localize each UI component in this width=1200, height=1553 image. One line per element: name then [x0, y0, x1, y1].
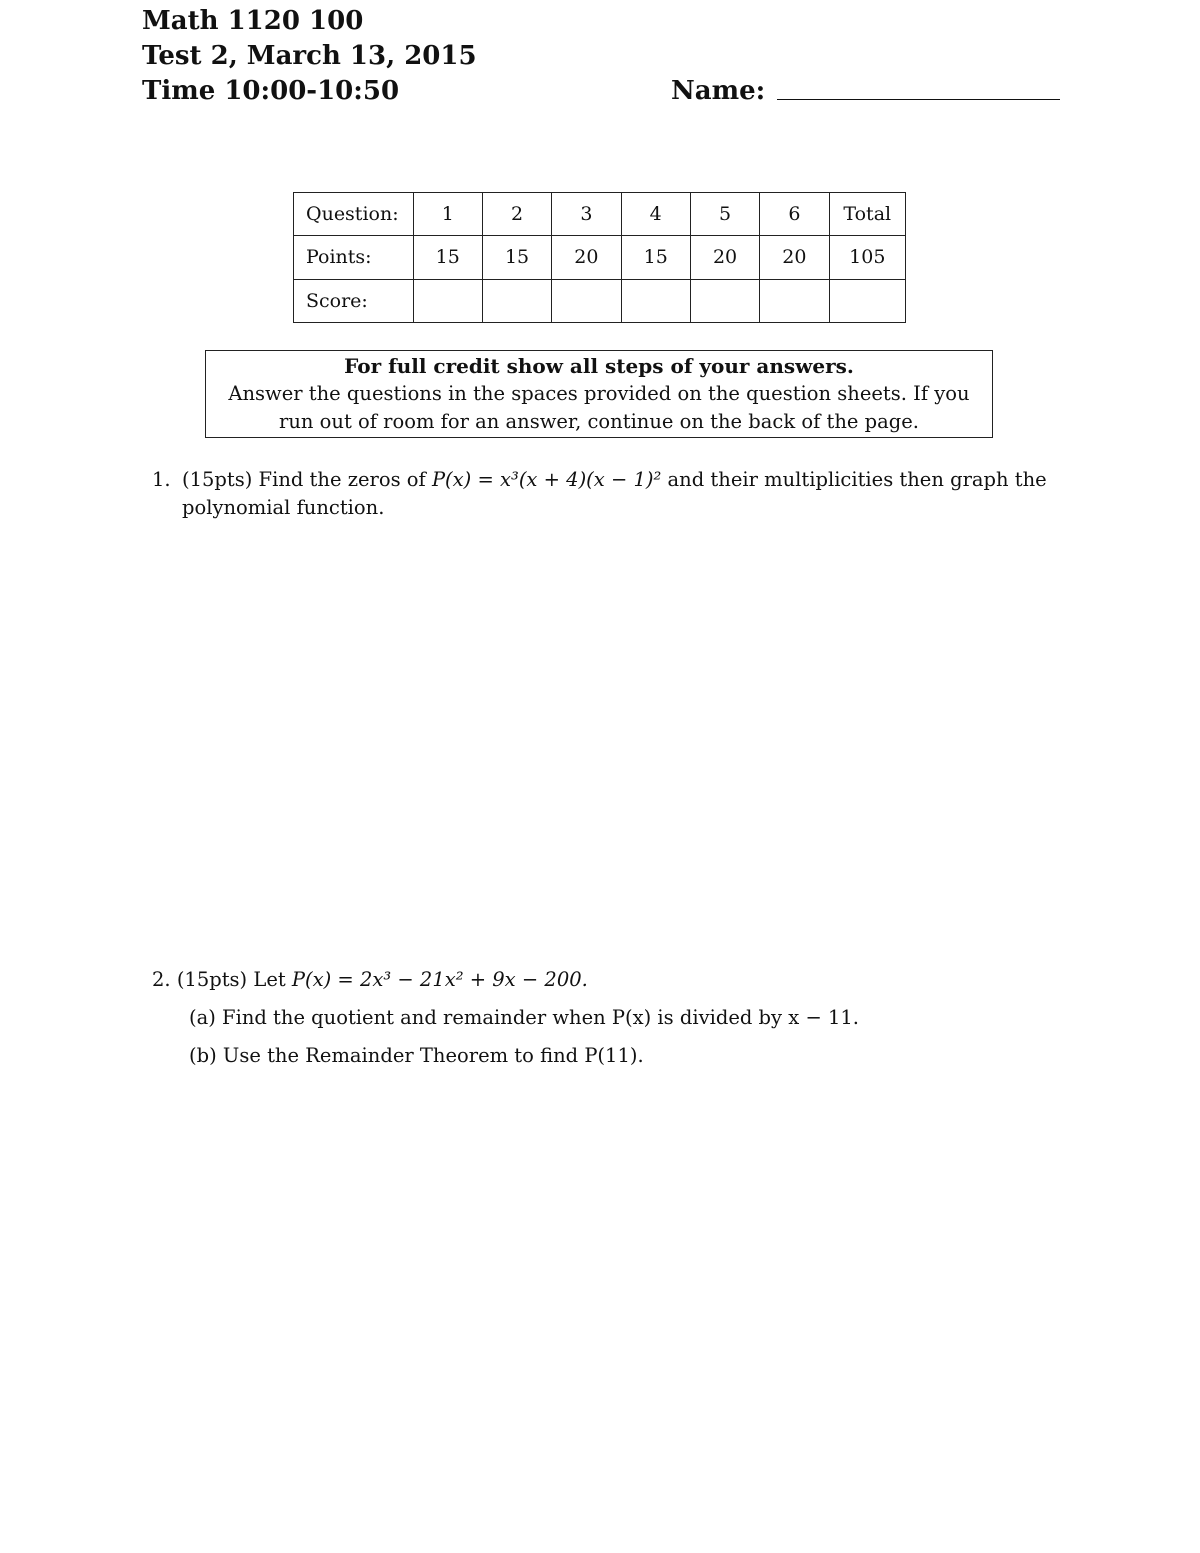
- test-title: Test 2, March 13, 2015: [142, 41, 477, 71]
- name-blank-line: [777, 99, 1060, 100]
- name-label: Name:: [671, 76, 766, 106]
- grade-table: [293, 192, 906, 323]
- instructions-line: run out of room for an answer, continue on the back of the page.: [279, 410, 919, 433]
- question-cell: 1: [413, 193, 482, 236]
- instructions-box: [205, 350, 993, 438]
- question-cell: 4: [621, 193, 690, 236]
- question-1: [152, 466, 1062, 522]
- question-2: [152, 966, 588, 994]
- points-total-cell: 105: [829, 236, 905, 279]
- points-cell: 15: [621, 236, 690, 279]
- score-cell: [482, 279, 551, 322]
- score-cell: [621, 279, 690, 322]
- score-label: Score:: [294, 279, 414, 322]
- question-2-part-a: [189, 1004, 859, 1032]
- points-row: [294, 236, 906, 279]
- test-time: Time 10:00-10:50: [142, 76, 400, 106]
- question-cell: 3: [552, 193, 621, 236]
- question-math: P(x) = 2x³ − 21x² + 9x − 200.: [291, 968, 588, 991]
- question-text-end: and their multiplicities then graph the polynomial function.: [182, 468, 1047, 519]
- instructions-line: Answer the questions in the spaces provided on the question sheets. If you: [228, 382, 970, 405]
- question-number: 1.: [152, 468, 171, 491]
- course-title: Math 1120 100: [142, 6, 364, 36]
- points-cell: 15: [413, 236, 482, 279]
- question-number: 2.: [152, 968, 171, 991]
- score-total-cell: [829, 279, 905, 322]
- question-text-start: (15pts) Find the zeros of: [182, 468, 432, 491]
- score-cell: [413, 279, 482, 322]
- score-cell: [690, 279, 759, 322]
- question-row: [294, 193, 906, 236]
- points-cell: 20: [552, 236, 621, 279]
- score-cell: [552, 279, 621, 322]
- question-cell: 6: [760, 193, 829, 236]
- points-cell: 20: [760, 236, 829, 279]
- question-text: [182, 466, 1062, 522]
- score-cell: [760, 279, 829, 322]
- part-label: (b): [189, 1044, 217, 1067]
- points-cell: 15: [482, 236, 551, 279]
- points-label: Points:: [294, 236, 414, 279]
- points-cell: 20: [690, 236, 759, 279]
- score-row: [294, 279, 906, 322]
- question-text-start: (15pts) Let: [176, 968, 292, 991]
- part-text: Use the Remainder Theorem to find P(11).: [222, 1044, 644, 1067]
- part-label: (a): [189, 1006, 216, 1029]
- question-total-cell: Total: [829, 193, 905, 236]
- question-cell: 5: [690, 193, 759, 236]
- part-text: Find the quotient and remainder when P(x) is divided by x − 11.: [222, 1006, 859, 1029]
- question-math: P(x) = x³(x + 4)(x − 1)²: [431, 468, 662, 491]
- question-2-part-b: [189, 1042, 644, 1070]
- instructions-bold-line: For full credit show all steps of your answers.: [344, 354, 854, 378]
- question-cell: 2: [482, 193, 551, 236]
- question-label: Question:: [294, 193, 414, 236]
